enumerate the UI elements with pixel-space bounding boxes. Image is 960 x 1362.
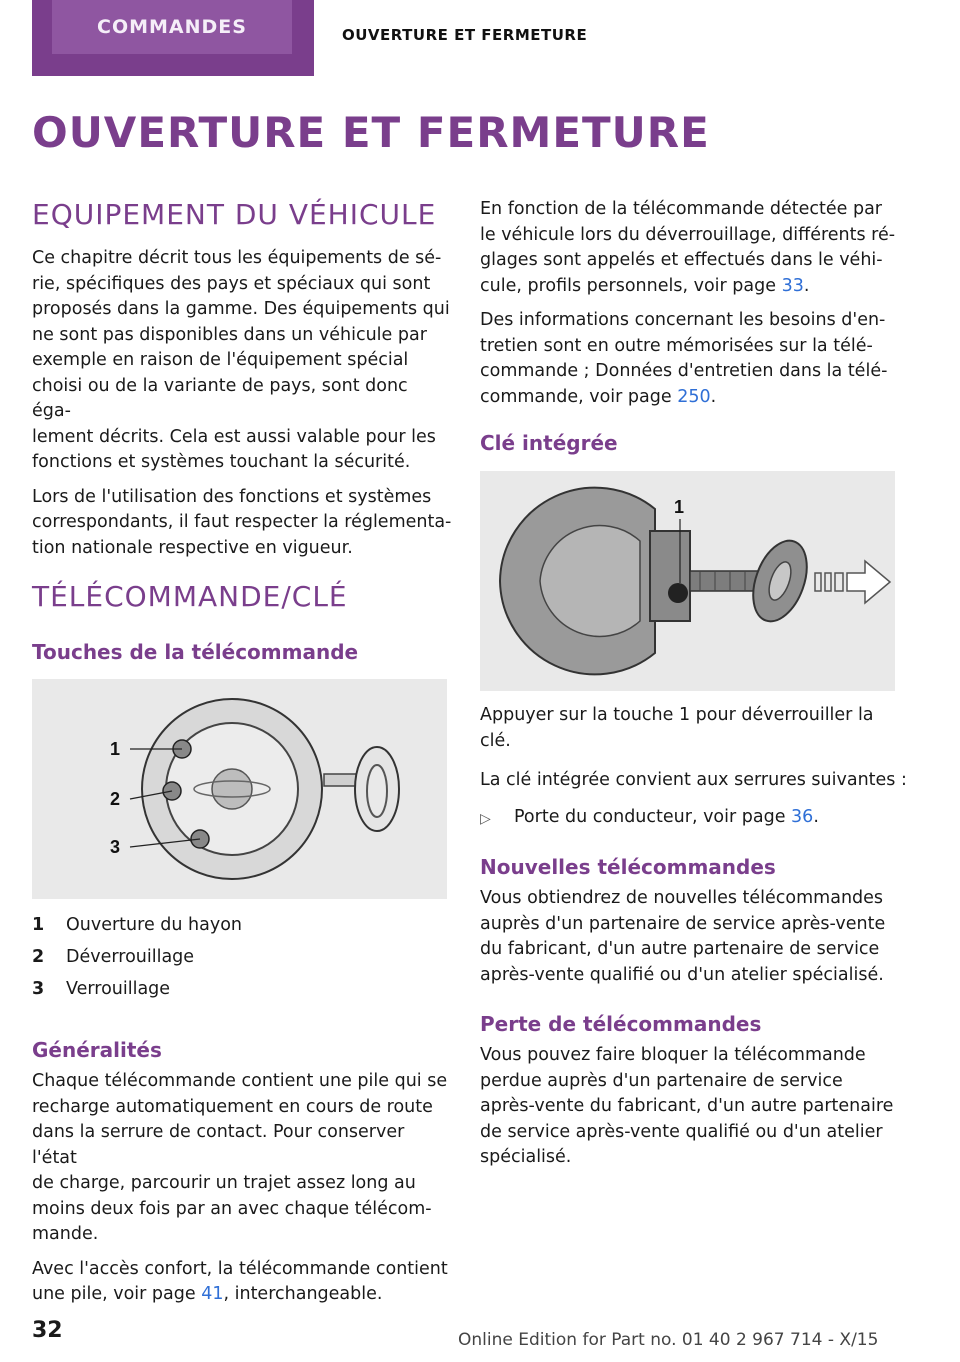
- intro-paragraph: En fonction de la télécommande détectée par le véhicule lors du déverrouillage, différents ré‐ glages sont appelés et effectués dans le véhi‐ cule, profils personnels, voir page 33.: [480, 199, 896, 296]
- entretien-paragraph: Des informations concernant les besoins d'en‐ tretien sont en outre mémorisées sur la télé‐ commande ; Données d'entretien dans la télé‐ commande, voir page 250.: [480, 310, 888, 407]
- cle-integree-heading: Clé intégrée: [480, 431, 618, 455]
- bullet-triangle-icon: ▷: [480, 811, 491, 827]
- integrated-key-illustration: [480, 471, 895, 691]
- legend-item: 3 Verrouillage: [32, 979, 171, 999]
- right-intro-text: [480, 197, 910, 419]
- cle-integree-text: [480, 703, 910, 803]
- section-label: OUVERTURE ET FERMETURE: [342, 26, 588, 44]
- buttons-legend: [32, 909, 242, 1005]
- equipement-text: [32, 246, 452, 570]
- perte-heading: Perte de télécommandes: [480, 1012, 762, 1036]
- generalites-heading: Généralités: [32, 1038, 162, 1062]
- perte-text: Vous pouvez faire bloquer la télécommande perdue auprès d'un partenaire de service après-vente du fabricant, d'un autre partenaire de service après-vente qualifié ou d'un atelier spécialisé.: [480, 1045, 894, 1167]
- equipement-heading: EQUIPEMENT DU VÉHICULE: [32, 198, 437, 231]
- bullet-item: ▷ Porte du conducteur, voir page 36.: [480, 805, 910, 832]
- callout-1: 1: [110, 739, 121, 759]
- page-link-33[interactable]: 33: [781, 275, 804, 296]
- page-link-250[interactable]: 250: [677, 386, 711, 407]
- nouvelles-heading: Nouvelles télécommandes: [480, 855, 776, 879]
- telecommande-heading: TÉLÉCOMMANDE/CLÉ: [32, 580, 348, 613]
- equipement-paragraph-1: Ce chapitre décrit tous les équipements de sé‐ rie, spécifiques des pays et spéciaux qui sont proposés dans la gamme. Des équipements qui ne sont pas disponibles dans un véhicule par exemple en raison de l'équipement spécial choisi ou de la variante de pays, sont donc éga‐ lement décrits. Cela est aussi valable pour les fonctions et systèmes touchant la sécurité.: [32, 248, 450, 472]
- page-number: 32: [32, 1318, 63, 1343]
- legend-item: 2 Déverrouillage: [32, 947, 195, 967]
- equipement-paragraph-2: Lors de l'utilisation des fonctions et systèmes correspondants, il faut respecter la réglementa‐ tion nationale respective en vigueur.: [32, 486, 452, 558]
- generalites-paragraph-1: Chaque télécommande contient une pile qui se recharge automatiquement en cours de route dans la serrure de contact. Pour conserver l'état de charge, parcourir un trajet assez long au moins deux fois par an avec chaque télécom‐ mande.: [32, 1071, 448, 1244]
- generalites-text: [32, 1069, 452, 1317]
- page-link-41[interactable]: 41: [201, 1284, 224, 1304]
- callout-2: 2: [110, 789, 121, 809]
- page-title: OUVERTURE ET FERMETURE: [32, 108, 710, 157]
- generalites-paragraph-2: Avec l'accès confort, la télécommande contient une pile, voir page 41, interchangeable.: [32, 1258, 448, 1304]
- key-callout-1: 1: [674, 497, 685, 517]
- remote-buttons-figure: [32, 679, 447, 899]
- callout-3: 3: [110, 837, 121, 857]
- remote-key-illustration: [32, 679, 447, 899]
- page-link-36[interactable]: 36: [791, 807, 814, 827]
- convient-paragraph: La clé intégrée convient aux serrures suivantes :: [480, 770, 907, 790]
- touches-heading: Touches de la télécommande: [32, 640, 359, 664]
- appuyer-paragraph: Appuyer sur la touche 1 pour déverrouiller la clé.: [480, 705, 874, 751]
- nouvelles-text: Vous obtiendrez de nouvelles télécommandes auprès d'un partenaire de service après-vente du fabricant, d'un autre partenaire de service après-vente qualifié ou d'un atelier spécialisé.: [480, 888, 886, 985]
- chapter-tab-label: COMMANDES: [52, 0, 292, 54]
- edition-footer: Online Edition for Part no. 01 40 2 967 714 - X/15: [458, 1330, 879, 1350]
- integrated-key-figure: [480, 471, 895, 691]
- legend-item: 1 Ouverture du hayon: [32, 915, 243, 935]
